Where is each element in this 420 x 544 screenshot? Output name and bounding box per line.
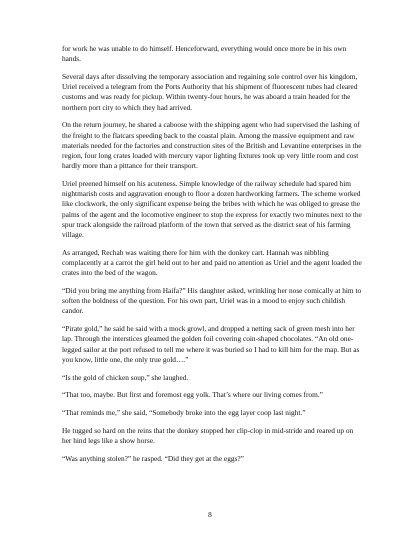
paragraph: “That reminds me,” she said, “Somebody broke into the egg layer coop last night.” [62, 408, 306, 418]
paragraph: Several days after dissolving the temporary association and regaining sole control over his kingdom, Uriel received a telegram from the Ports Authority that his shipment of fluorescent tubes had cleared customs and was ready for pickup. Within twenty-four hours, he was aboard a train headed for the northern port city to which they had arrived. [62, 72, 358, 112]
paragraph: “Was anything stolen?” he rasped. “Did they get at the eggs?” [62, 454, 244, 464]
paragraph: He tugged so hard on the reins that the donkey stopped her clip-clop in mid-stride and reared up on her hind legs like a show horse. [62, 426, 354, 446]
paragraph: Uriel preened himself on his acuteness. Simple knowledge of the railway schedule had spared him nightmarish costs and aggravation enough to floor a dozen hardworking farmers. The scheme worked like clockwork, the only significant expense being the bribes with which he was obliged to grease the palms of the agent and the locomotive engineer to stop the express for exactly two minutes next to the spur track alongside the railroad platform of the town that served as the district seat of his farming village. [62, 179, 362, 240]
paragraph: “That too, maybe. But first and foremost egg yolk. That’s where our living comes from.” [62, 390, 323, 400]
page-number: 8 [208, 510, 212, 519]
paragraph: “Is the gold of chicken soup,” she laughed. [62, 372, 189, 382]
body-text [62, 44, 362, 472]
paragraph: for work he was unable to do himself. Henceforward, everything would once more be in his own hands. [62, 44, 347, 64]
paragraph: “Pirate gold,” he said he said with a mock growl, and dropped a netting sack of green mesh into her lap. Through the interstices gleamed the golden foil covering coin-shaped chocolates. “An old one-legged sailor at the port refused to tell me where it was buried so I had to kill him for the map. But as you know, little one, the only true gold….” [62, 324, 360, 364]
paragraph: On the return journey, he shared a caboose with the shipping agent who had supervised the lashing of the freight to the flatcars speeding back to the coastal plain. Among the massive equipment and raw materials needed for the factories and construction sites of the British and Levantine enterprises in the region, four long crates loaded with mercury vapor lighting fixtures took up very little room and cost hardly more than a pittance for their transport. [62, 120, 362, 171]
paragraph: “Did you bring me anything from Haifa?” His daughter asked, wrinkling her nose comically at him to soften the boldness of the question. For his own part, Uriel was in a mood to enjoy such childish candor. [62, 286, 362, 316]
paragraph: As arranged, Rechab was waiting there for him with the donkey cart. Hannah was nibbling complacently at a carrot the girl held out to her and paid no attention as Uriel and the agent loaded the crates into the bed of the wagon. [62, 247, 362, 278]
